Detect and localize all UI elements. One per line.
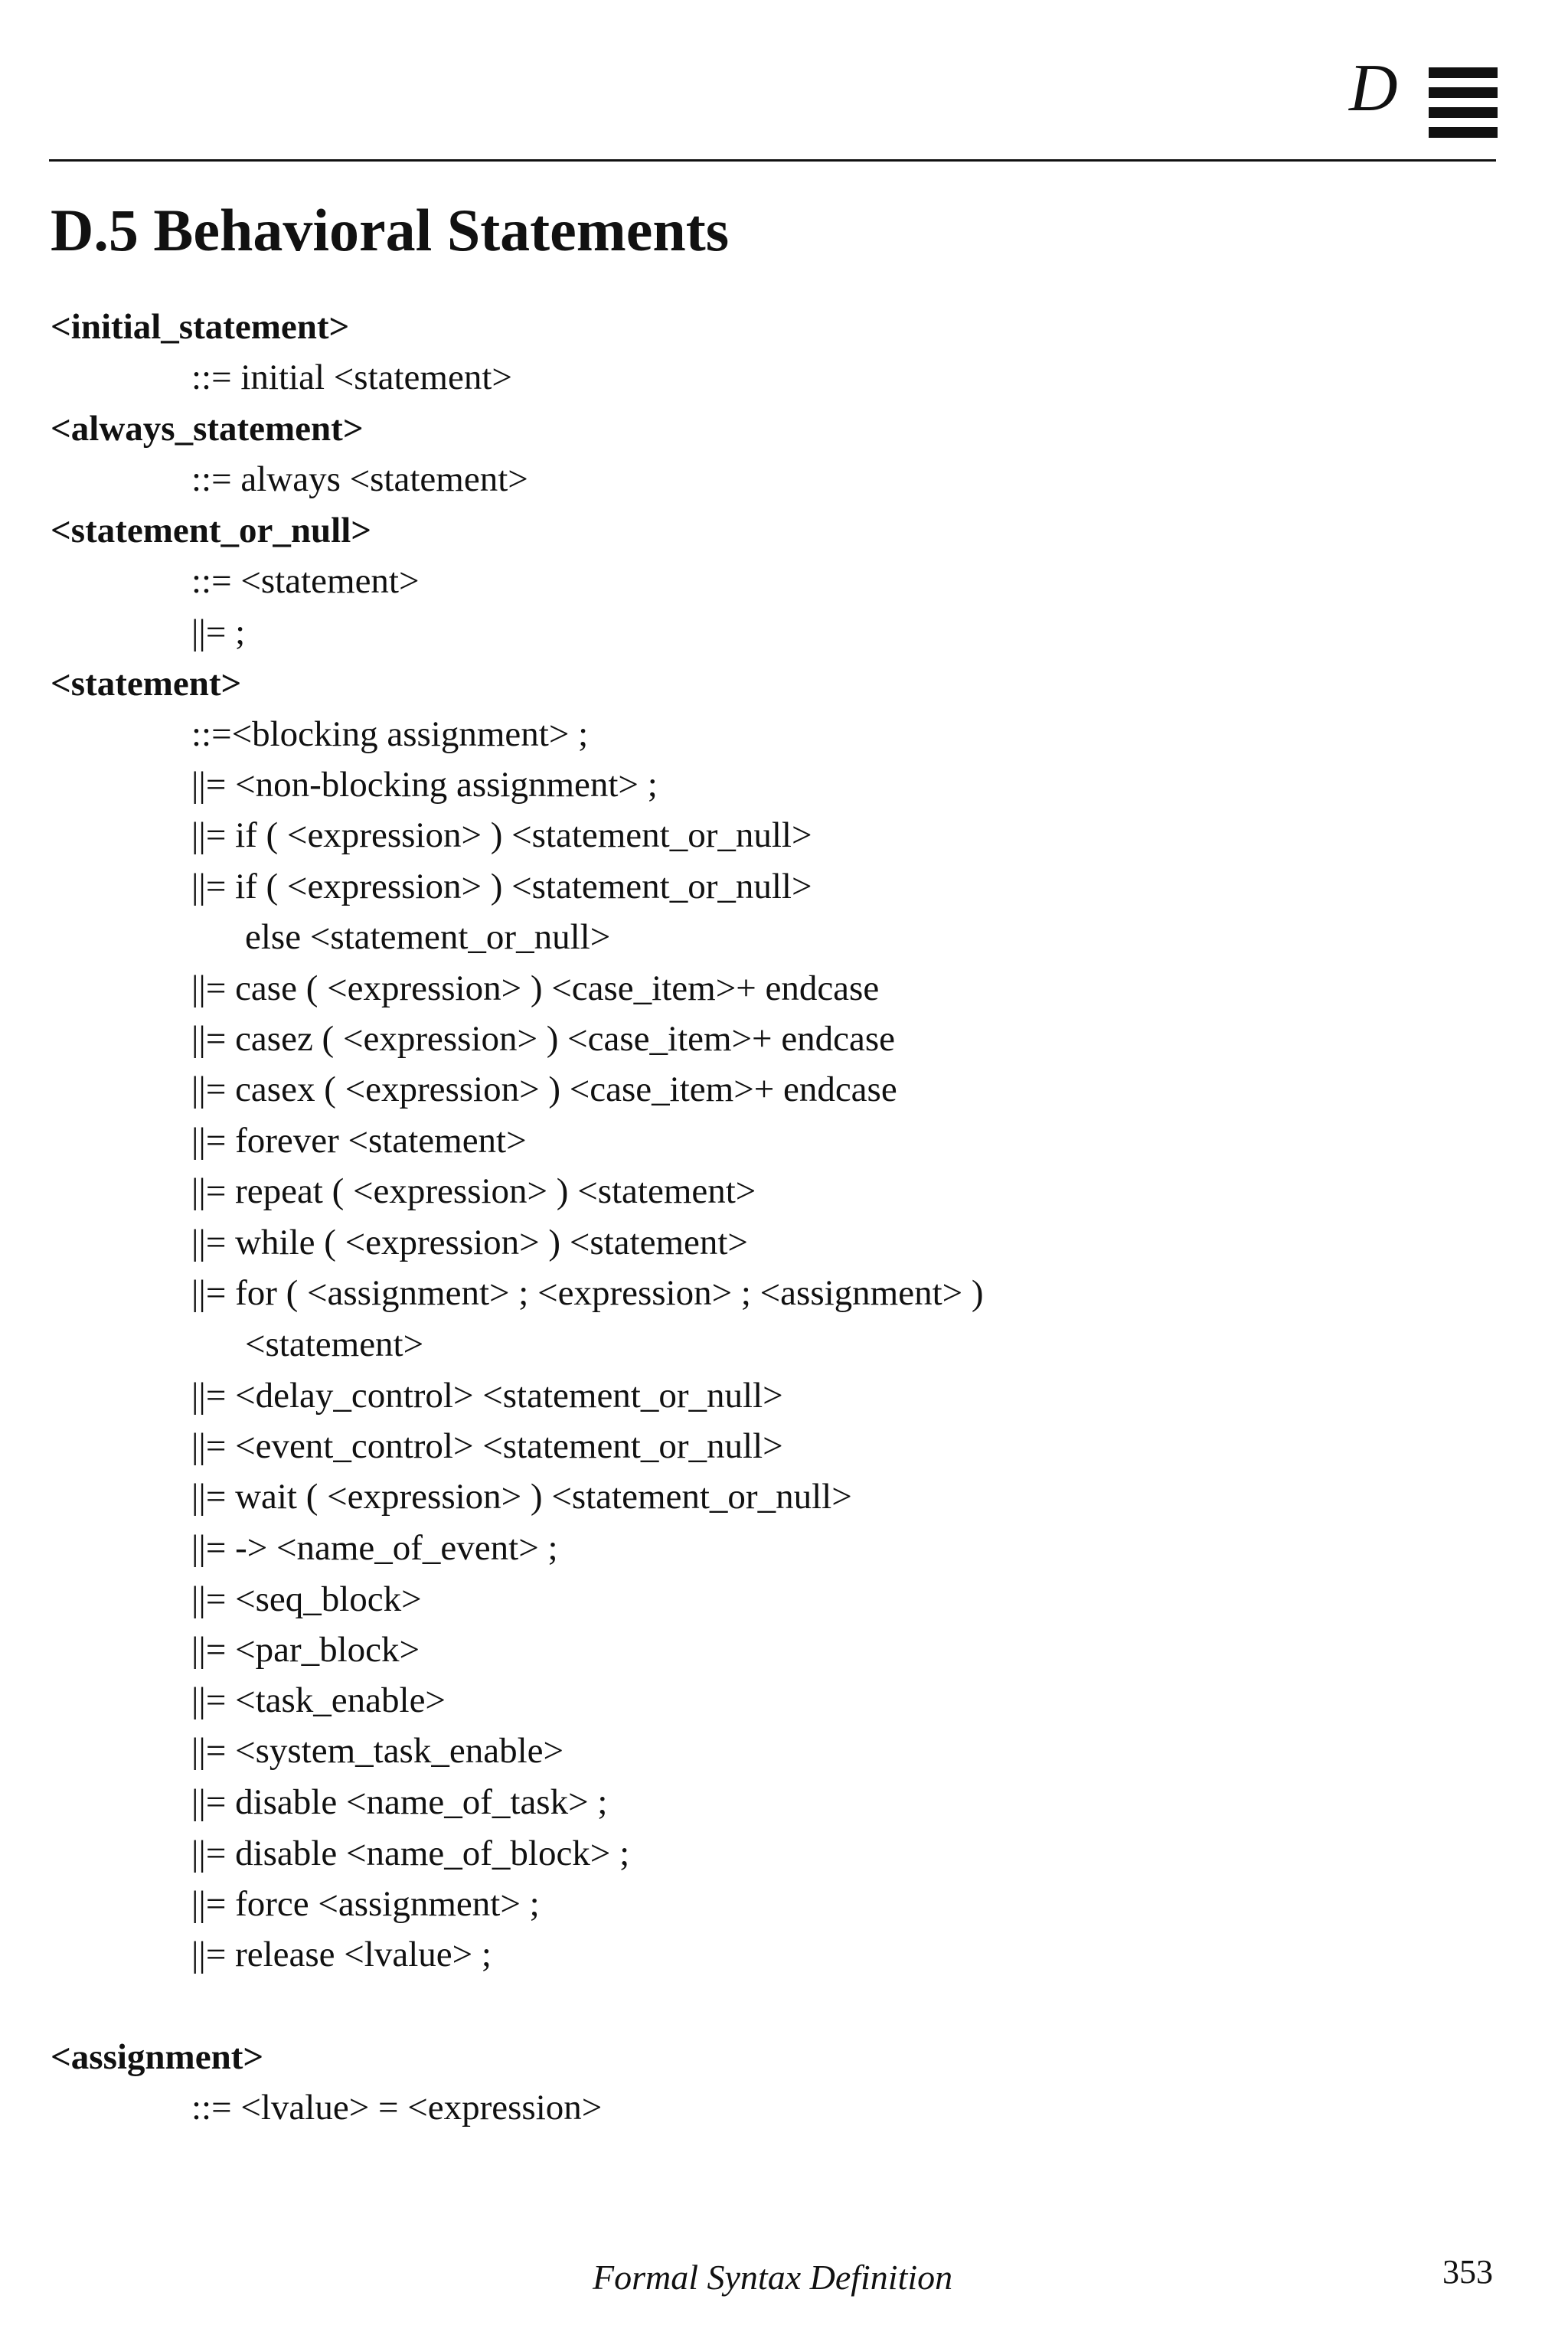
nonterminal-heading: <assignment>	[51, 2037, 264, 2077]
production-alternative: ||= if ( <expression> ) <statement_or_null>	[191, 867, 812, 906]
page-number: 353	[1442, 2253, 1493, 2291]
production-alternative: ||= for ( <assignment> ; <expression> ; <assignment> )	[191, 1273, 984, 1313]
production-alternative: ||= <task_enable>	[191, 1680, 446, 1720]
marker-bar	[1429, 127, 1498, 138]
nonterminal-heading: <initial_statement>	[51, 307, 350, 347]
production-continuation: <statement>	[245, 1324, 424, 1364]
footer-title: Formal Syntax Definition	[593, 2258, 953, 2297]
production-alternative: ||= forever <statement>	[191, 1121, 527, 1161]
appendix-marker-bars	[1429, 67, 1498, 141]
marker-bar	[1429, 67, 1498, 78]
production-alternative: ||= casex ( <expression> ) <case_item>+ endcase	[191, 1070, 897, 1109]
production-alternative: ||= <system_task_enable>	[191, 1731, 564, 1771]
production-alternative: ||= wait ( <expression> ) <statement_or_null>	[191, 1477, 852, 1517]
section-title: D.5 Behavioral Statements	[51, 197, 730, 263]
production-alternative: ||= case ( <expression> ) <case_item>+ endcase	[191, 968, 880, 1008]
production-alternative: ||= -> <name_of_event> ;	[191, 1528, 558, 1568]
production-alternative: ||= <delay_control> <statement_or_null>	[191, 1376, 783, 1416]
production-alternative: ||= repeat ( <expression> ) <statement>	[191, 1171, 756, 1211]
nonterminal-heading: <statement>	[51, 664, 242, 704]
production-alternative: ||= if ( <expression> ) <statement_or_null>	[191, 815, 812, 855]
production-alternative: ||= <seq_block>	[191, 1579, 422, 1619]
production-alternative: ||= ;	[191, 612, 246, 652]
production-alternative: ||= release <lvalue> ;	[191, 1935, 492, 1974]
production-rule: ::= <statement>	[191, 561, 420, 601]
production-rule: ::= <lvalue> = <expression>	[191, 2088, 603, 2128]
production-alternative: ||= while ( <expression> ) <statement>	[191, 1223, 748, 1262]
production-alternative: ||= <par_block>	[191, 1630, 420, 1670]
production-rule: ::= initial <statement>	[191, 358, 512, 397]
production-alternative: ||= disable <name_of_task> ;	[191, 1782, 608, 1822]
nonterminal-heading: <statement_or_null>	[51, 511, 372, 550]
header-rule	[49, 159, 1496, 162]
production-rule: ::= always <statement>	[191, 459, 528, 499]
production-alternative: ||= casez ( <expression> ) <case_item>+ endcase	[191, 1019, 896, 1059]
production-alternative: ||= <non-blocking assignment> ;	[191, 765, 658, 805]
marker-bar	[1429, 87, 1498, 98]
nonterminal-heading: <always_statement>	[51, 409, 364, 449]
production-alternative: ||= disable <name_of_block> ;	[191, 1834, 630, 1873]
appendix-letter: D	[1349, 51, 1398, 126]
production-rule: ::=<blocking assignment> ;	[191, 714, 589, 754]
production-alternative: ||= <event_control> <statement_or_null>	[191, 1426, 783, 1466]
production-continuation: else <statement_or_null>	[245, 917, 611, 957]
marker-bar	[1429, 107, 1498, 118]
production-alternative: ||= force <assignment> ;	[191, 1884, 540, 1924]
